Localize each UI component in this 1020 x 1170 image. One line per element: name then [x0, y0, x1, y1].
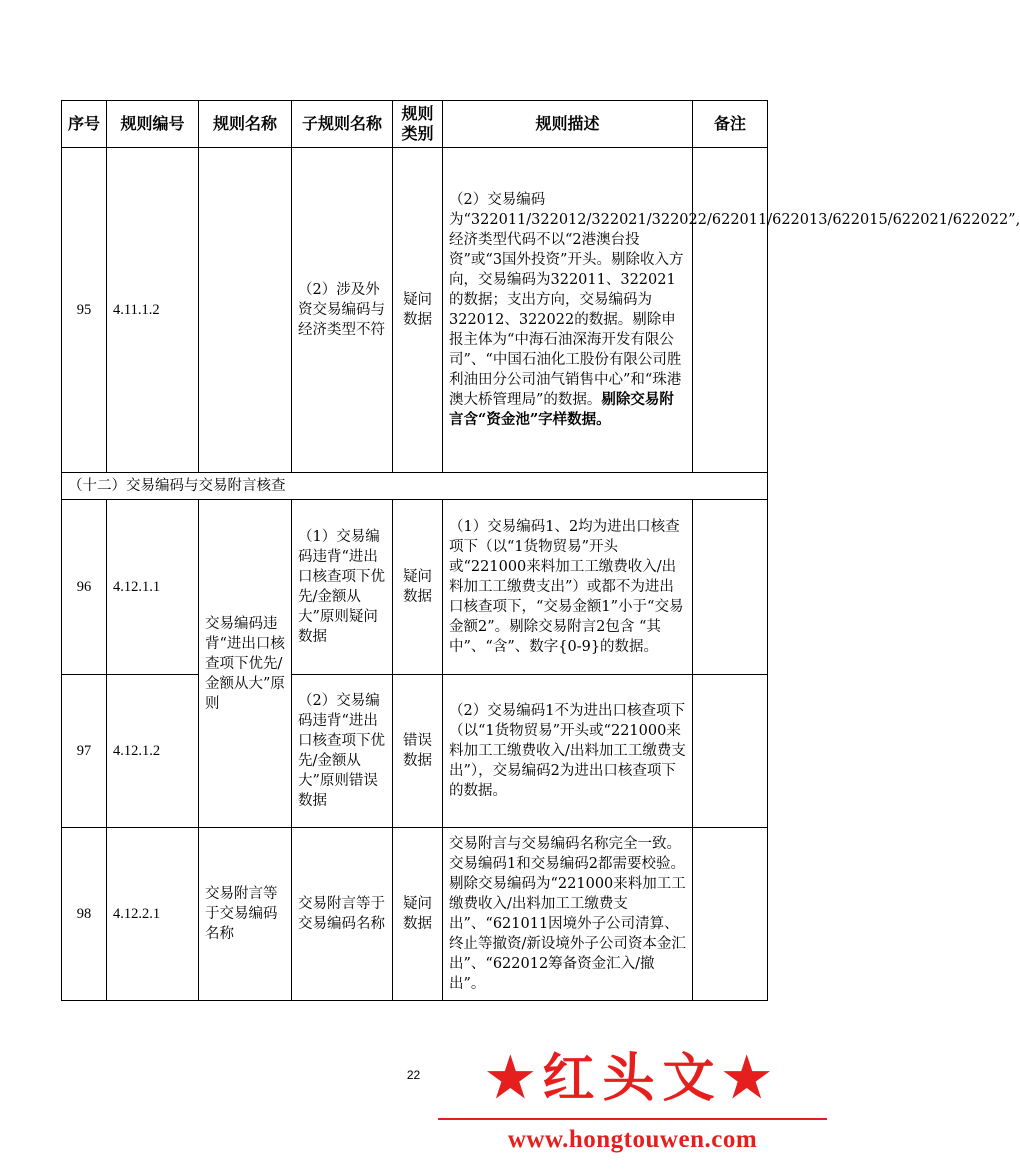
row-no: 95 — [62, 148, 107, 473]
row-desc — [443, 148, 1020, 473]
row-category: 疑问数据 — [393, 500, 443, 675]
header-no: 序号 — [62, 101, 107, 148]
watermark-title — [438, 1047, 827, 1109]
star-icon: ★ — [722, 1045, 779, 1109]
row-no: 98 — [62, 828, 107, 1001]
section-title: （十二）交易编码与交易附言核查 — [62, 473, 768, 500]
row-desc: （1）交易编码1、2均为进出口核查项下（以“1货物贸易”开头或“221000来料加工工缴费收入/出料加工工缴费支出”）或都不为进出口核查项下，“交易金额1”小于“交易金额2”。剔除交易附言2包含 “其中”、“含”、数字{0-9}的数据。 — [443, 500, 693, 675]
row-name-merged: 交易编码违背“进出口核查项下优先/金额从大”原则 — [199, 500, 292, 828]
page-number: 22 — [406, 1068, 421, 1082]
watermark-title-text: 红头文 — [542, 1048, 723, 1109]
row-sub-name: （2）交易编码违背“进出口核查项下优先/金额从大”原则错误数据 — [292, 675, 393, 828]
row-code: 4.12.1.1 — [107, 500, 199, 675]
section-row — [62, 473, 768, 500]
row-category: 疑问数据 — [393, 148, 443, 473]
row-sub-name: （2）涉及外资交易编码与经济类型不符 — [292, 148, 393, 473]
table-row — [62, 500, 768, 675]
row-no: 96 — [62, 500, 107, 675]
row-remark — [693, 500, 768, 675]
rules-table — [61, 100, 1020, 1001]
table-row — [62, 828, 768, 1001]
row-code: 4.12.1.2 — [107, 675, 199, 828]
table-row — [62, 148, 768, 473]
watermark-divider — [438, 1118, 827, 1120]
row-remark — [693, 148, 768, 473]
row-sub-name: （1）交易编码违背“进出口核查项下优先/金额从大”原则疑问数据 — [292, 500, 393, 675]
header-code: 规则编号 — [107, 101, 199, 148]
row-code: 4.11.1.2 — [107, 148, 199, 473]
row-category: 错误数据 — [393, 675, 443, 828]
row-name — [199, 148, 292, 473]
row-desc-bold-text: 剔除交易附言含“资金池”字样数据。 — [449, 391, 674, 428]
star-icon: ★ — [486, 1045, 543, 1109]
row-no: 97 — [62, 675, 107, 828]
header-desc: 规则描述 — [443, 101, 693, 148]
table-row — [62, 675, 768, 828]
row-code: 4.12.2.1 — [107, 828, 199, 1001]
header-remark: 备注 — [693, 101, 768, 148]
header-sub-name: 子规则名称 — [292, 101, 393, 148]
row-remark — [693, 675, 768, 828]
header-name: 规则名称 — [199, 101, 292, 148]
header-category: 规则类别 — [393, 101, 443, 148]
row-name: 交易附言等于交易编码名称 — [199, 828, 292, 1001]
row-desc: （2）交易编码1不为进出口核查项下（以“1货物贸易”开头或“221000来料加工工缴费收入/出料加工工缴费支出”），交易编码2为进出口核查项下的数据。 — [443, 675, 693, 828]
row-sub-name: 交易附言等于交易编码名称 — [292, 828, 393, 1001]
watermark-url: www.hongtouwen.com — [507, 1126, 758, 1153]
row-category: 疑问数据 — [393, 828, 443, 1001]
watermark-logo — [438, 1042, 827, 1170]
table-header-row — [62, 101, 768, 148]
row-desc-text: （2）交易编码为“322011/322012/322021/322022/622011/622013/622015/622021/622022”,经济类型代码不以“2港澳台投资”或“3国外投资”开头。剔除收入方向，交易编码为322011、322021的数据；支出方向，交易编码为322012、322022的数据。剔除申报主体为“中海石油深海开发有限公司”、“中国石油化工股份有限公司胜利油田分公司油气销售中心”和“珠港澳大桥管理局”的数据。 — [449, 192, 1020, 408]
row-remark — [693, 828, 768, 1001]
row-desc: 交易附言与交易编码名称完全一致。交易编码1和交易编码2都需要校验。剔除交易编码为“221000来料加工工缴费收入/出料加工工缴费支出”、“621011因境外子公司清算、终止等撤资/新设境外子公司资本金汇出”、“622012筹备资金汇入/撤出”。 — [443, 828, 693, 1001]
